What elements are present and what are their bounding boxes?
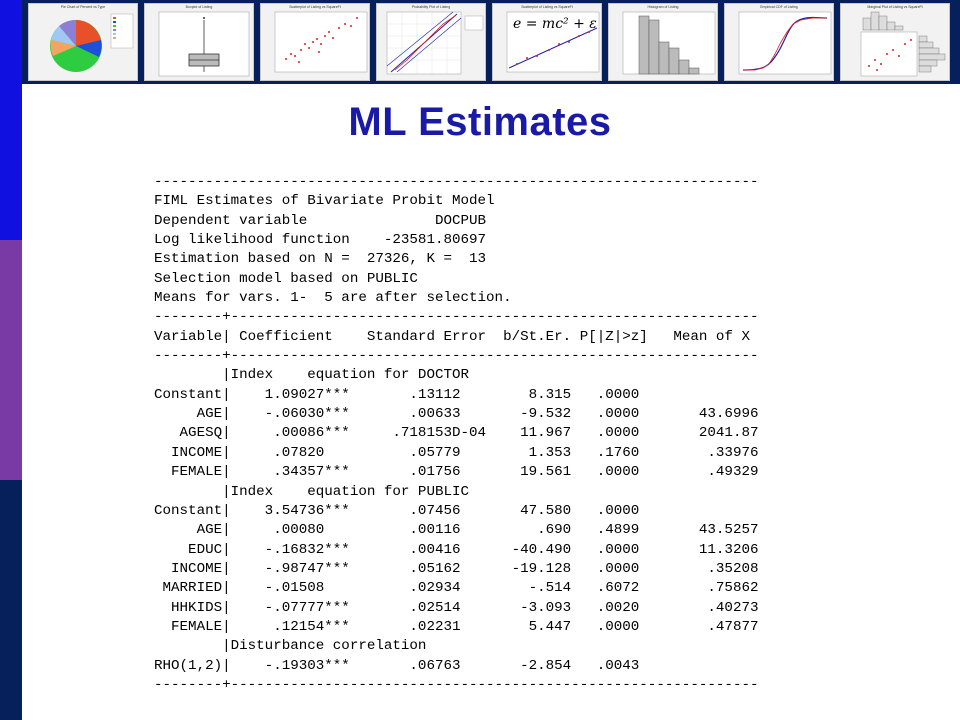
output-table-row: AGE| .00080 .00116 .690 .4899 43.5257	[154, 522, 759, 539]
output-rule-bottom: --------+--------------------------------------------------------------	[154, 676, 759, 693]
accent-segment-middle	[0, 240, 22, 480]
output-table-row: FEMALE| .34357*** .01756 19.561 .0000 .49329	[154, 464, 759, 481]
thumbnail-title: Empirical CDF of Listing	[760, 5, 798, 9]
output-rule: --------+--------------------------------------------------------------	[154, 348, 759, 365]
ecdf-icon	[725, 4, 835, 82]
output-dependent-variable: Dependent variable DOCPUB	[154, 212, 487, 229]
output-table-row: RHO(1,2)| -.19303*** .06763 -2.854 .0043	[154, 657, 640, 674]
output-table-row: AGESQ| .00086*** .718153D-04 11.967 .0000 2041.87	[154, 425, 759, 442]
boxplot-icon	[145, 4, 255, 82]
thumbnail-title: Pie Chart of Percent vs Type	[60, 5, 106, 9]
scatterplot-icon	[261, 4, 371, 82]
output-table-row: EDUC| -.16832*** .00416 -40.490 .0000 11.3206	[154, 541, 759, 558]
thumbnail-probability-plot	[376, 3, 486, 81]
output-means-note: Means for vars. 1- 5 are after selection.	[154, 290, 512, 307]
thumbnail-scatterplot-fit	[492, 3, 602, 81]
histogram-icon	[609, 4, 719, 82]
thumbnail-title: Scatterplot of Listing vs SquareFt	[521, 5, 573, 9]
output-table-row: MARRIED| -.01508 .02934 -.514 .6072 .75862	[154, 580, 759, 597]
thumbnail-marginal-plot	[840, 3, 950, 81]
output-section-header: |Index equation for DOCTOR	[154, 367, 470, 384]
thumbnail-boxplot	[144, 3, 254, 81]
output-rule-top: -----------------------------------------------------------------------	[154, 174, 759, 190]
output-table-row: AGE| -.06030*** .00633 -9.532 .0000 43.6996	[154, 406, 759, 423]
formula-text: e = mc² + ε	[513, 16, 597, 32]
output-table-row: Constant| 1.09027*** .13112 8.315 .0000	[154, 386, 640, 403]
slide-title: ML Estimates	[348, 100, 612, 144]
output-table-row: Constant| 3.54736*** .07456 47.580 .0000	[154, 502, 640, 519]
thumbnail-title: Boxplot of Listing	[185, 5, 213, 9]
thumbnail-ecdf	[724, 3, 834, 81]
output-rule: --------+--------------------------------------------------------------	[154, 309, 759, 326]
output-selection-model: Selection model based on PUBLIC	[154, 270, 418, 287]
pie-chart-icon	[29, 4, 139, 82]
output-section-header: |Index equation for PUBLIC	[154, 483, 470, 500]
marginal-plot-icon	[841, 4, 951, 82]
output-section-header: |Disturbance correlation	[154, 638, 427, 655]
output-model-title: FIML Estimates of Bivariate Probit Model	[154, 193, 495, 210]
estimation-output	[154, 173, 759, 695]
thumbnail-histogram	[608, 3, 718, 81]
thumbnail-pie-chart	[28, 3, 138, 81]
probability-plot-icon	[377, 4, 487, 82]
output-sample-size: Estimation based on N = 27326, K = 13	[154, 251, 487, 268]
output-table-row: HHKIDS| -.07777*** .02514 -3.093 .0020 .40273	[154, 599, 759, 616]
output-log-likelihood: Log likelihood function -23581.80697	[154, 232, 487, 249]
thumbnail-title: Marginal Plot of Listing vs SquareFt	[867, 5, 923, 9]
output-column-headers: Variable| Coefficient Standard Error b/St.Er. P[|Z|>z] Mean of X	[154, 328, 750, 345]
thumbnail-title: Scatterplot of Listing vs SquareFt	[289, 5, 341, 9]
output-table-row: INCOME| .07820 .05779 1.353 .1760 .33976	[154, 444, 759, 461]
thumbnail-banner	[22, 0, 960, 84]
thumbnail-scatterplot	[260, 3, 370, 81]
thumbnail-title: Histogram of Listing	[647, 5, 679, 9]
output-table-row: FEMALE| .12154*** .02231 5.447 .0000 .47877	[154, 618, 759, 635]
accent-segment-bottom	[0, 480, 22, 720]
thumbnail-title: Probability Plot of Listing	[411, 5, 451, 9]
output-table-row: INCOME| -.98747*** .05162 -19.128 .0000 .35208	[154, 560, 759, 577]
